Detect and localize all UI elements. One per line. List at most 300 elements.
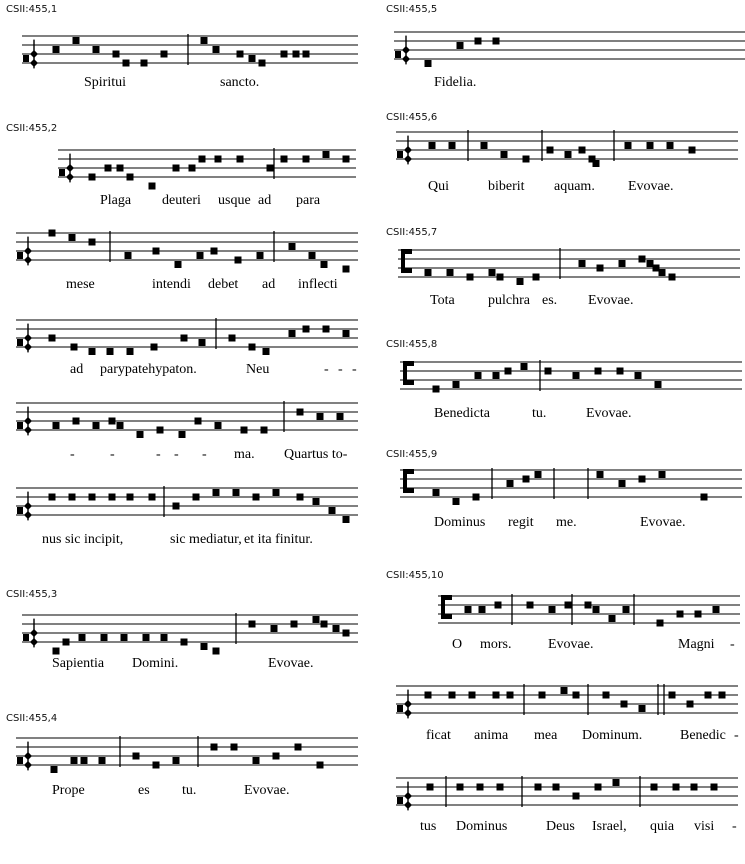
chant-staff xyxy=(396,676,738,723)
example-label: CSII:455,2 xyxy=(6,123,58,134)
lyric-syllable: mea xyxy=(534,728,558,743)
neume-note xyxy=(173,503,180,510)
neume-note xyxy=(535,471,542,478)
neume-note xyxy=(593,160,600,167)
lyric-syllable: quia xyxy=(650,819,675,834)
chant-staff xyxy=(58,140,356,187)
lyric-syllable: pulchra xyxy=(488,293,530,308)
neume-note xyxy=(249,344,256,351)
lyric-syllable: es. xyxy=(542,293,558,308)
neume-note xyxy=(429,142,436,149)
neume-note xyxy=(69,234,76,241)
neume-note xyxy=(49,494,56,501)
neume-note xyxy=(493,692,500,699)
lyric-syllable: es xyxy=(138,783,150,798)
lyric-syllable: Israel, xyxy=(592,819,627,834)
chant-staff xyxy=(16,728,358,775)
neume-note xyxy=(719,692,726,699)
neume-note xyxy=(579,260,586,267)
c-clef-icon xyxy=(441,595,452,619)
neume-note xyxy=(453,498,460,505)
neume-note xyxy=(281,156,288,163)
neume-note xyxy=(489,269,496,276)
neume-note xyxy=(297,409,304,416)
neume-note xyxy=(579,147,586,154)
lyric-syllable: Fidelia. xyxy=(434,75,477,90)
neume-note xyxy=(687,701,694,708)
neume-note xyxy=(477,784,484,791)
neume-note xyxy=(317,413,324,420)
neume-note xyxy=(237,156,244,163)
lyric-syllable: - xyxy=(352,362,357,377)
neume-note xyxy=(573,692,580,699)
neume-note xyxy=(143,634,150,641)
neume-note xyxy=(173,757,180,764)
lyric-syllable: tu. xyxy=(182,783,197,798)
neume-note xyxy=(175,261,182,268)
neume-note xyxy=(257,252,264,259)
neume-note xyxy=(113,51,120,58)
neume-note xyxy=(659,471,666,478)
neume-note xyxy=(535,784,542,791)
chant-staff xyxy=(16,223,358,270)
neume-note xyxy=(565,151,572,158)
neume-note xyxy=(137,431,144,438)
neume-note xyxy=(619,480,626,487)
lyric-syllable: - xyxy=(70,447,75,462)
neume-note xyxy=(553,784,560,791)
neume-note xyxy=(481,142,488,149)
lyric-syllable: sancto. xyxy=(220,75,260,90)
neume-note xyxy=(651,784,658,791)
neume-note xyxy=(93,46,100,53)
lyric-syllable: aquam. xyxy=(554,179,595,194)
lyric-syllable: Evovae. xyxy=(586,406,632,421)
lyric-syllable: Prope xyxy=(52,783,85,798)
neume-note xyxy=(639,476,646,483)
neume-note xyxy=(71,757,78,764)
lyric-syllable: tu. xyxy=(532,406,547,421)
neume-note xyxy=(493,372,500,379)
neume-note xyxy=(101,634,108,641)
neume-note xyxy=(495,602,502,609)
neume-note xyxy=(619,260,626,267)
neume-note xyxy=(597,265,604,272)
lyric-syllable: Evovae. xyxy=(548,637,594,652)
neume-note xyxy=(497,784,504,791)
chant-staff xyxy=(398,240,740,287)
neume-note xyxy=(215,422,222,429)
neume-note xyxy=(161,634,168,641)
lyric-syllable: intendi xyxy=(152,277,191,292)
neume-note xyxy=(337,413,344,420)
neume-note xyxy=(595,368,602,375)
neume-note xyxy=(297,494,304,501)
neume-note xyxy=(523,476,530,483)
neume-note xyxy=(189,165,196,172)
neume-note xyxy=(259,60,266,67)
lyric-syllable: Evovae. xyxy=(244,783,290,798)
neume-note xyxy=(249,55,256,62)
lyric-syllable: inflecti xyxy=(298,277,338,292)
c-clef-icon xyxy=(403,469,414,493)
neume-note xyxy=(521,363,528,370)
neume-note xyxy=(329,507,336,514)
neume-note xyxy=(433,489,440,496)
neume-note xyxy=(213,648,220,655)
neume-note xyxy=(545,368,552,375)
lyric-syllable: usque xyxy=(218,193,251,208)
neume-note xyxy=(343,516,350,523)
neume-note xyxy=(213,46,220,53)
chant-staff xyxy=(400,352,742,399)
chant-staff xyxy=(16,393,358,440)
neume-note xyxy=(527,602,534,609)
lyric-syllable: Sapientia xyxy=(52,656,105,671)
lyric-syllable: para xyxy=(296,193,321,208)
neume-note xyxy=(457,784,464,791)
lyric-syllable: mese xyxy=(66,277,95,292)
neume-note xyxy=(173,165,180,172)
neume-note xyxy=(249,621,256,628)
neume-note xyxy=(673,784,680,791)
lyric-syllable: - xyxy=(174,447,179,462)
lyric-syllable: Spiritui xyxy=(84,75,127,90)
lyric-syllable: parypatehypaton. xyxy=(100,362,197,377)
neume-note xyxy=(107,348,114,355)
neume-note xyxy=(333,625,340,632)
neume-note xyxy=(213,489,220,496)
lyric-syllable: Neu xyxy=(246,362,270,377)
lyric-syllable: - xyxy=(730,637,735,652)
neume-note xyxy=(667,142,674,149)
neume-note xyxy=(603,692,610,699)
neume-note xyxy=(547,147,554,154)
lyric-syllable: Benedic xyxy=(680,728,726,743)
neume-note xyxy=(609,615,616,622)
neume-note xyxy=(465,606,472,613)
neume-note xyxy=(533,274,540,281)
neume-note xyxy=(133,753,140,760)
neume-note xyxy=(647,142,654,149)
neume-note xyxy=(497,274,504,281)
neume-note xyxy=(195,418,202,425)
lyric-syllable: Evovae. xyxy=(268,656,314,671)
neume-note xyxy=(181,335,188,342)
neume-note xyxy=(427,784,434,791)
lyric-syllable: Tota xyxy=(430,293,455,308)
neume-note xyxy=(73,37,80,44)
lyric-syllable: ficat xyxy=(426,728,451,743)
neume-note xyxy=(215,156,222,163)
lyric-syllable: anima xyxy=(474,728,509,743)
neume-note xyxy=(475,38,482,45)
example-label: CSII:455,8 xyxy=(386,339,438,350)
neume-note xyxy=(263,348,270,355)
example-label: CSII:455,3 xyxy=(6,589,58,600)
lyric-syllable: debet xyxy=(208,277,239,292)
neume-note xyxy=(211,248,218,255)
neume-note xyxy=(343,156,350,163)
neume-note xyxy=(273,753,280,760)
neume-note xyxy=(711,784,718,791)
neume-note xyxy=(161,51,168,58)
neume-note xyxy=(303,326,310,333)
neume-note xyxy=(539,692,546,699)
neume-note xyxy=(573,793,580,800)
c-clef-icon xyxy=(401,249,412,273)
lyric-syllable: - xyxy=(324,362,329,377)
example-label: CSII:455,6 xyxy=(386,112,438,123)
lyric-syllable: - xyxy=(338,362,343,377)
neume-note xyxy=(117,165,124,172)
neume-note xyxy=(63,639,70,646)
neume-note xyxy=(235,257,242,264)
neume-note xyxy=(621,701,628,708)
neume-note xyxy=(561,687,568,694)
neume-note xyxy=(105,165,112,172)
lyric-syllable: Evovae. xyxy=(640,515,686,530)
neume-note xyxy=(617,368,624,375)
neume-note xyxy=(151,344,158,351)
neume-note xyxy=(267,165,274,172)
neume-note xyxy=(689,147,696,154)
neume-note xyxy=(231,744,238,751)
neume-note xyxy=(293,51,300,58)
neume-note xyxy=(453,381,460,388)
neume-note xyxy=(493,38,500,45)
neume-note xyxy=(639,705,646,712)
neume-note xyxy=(457,42,464,49)
neume-note xyxy=(211,744,218,751)
neume-note xyxy=(479,606,486,613)
lyric-syllable: deuteri xyxy=(162,193,201,208)
neume-note xyxy=(565,602,572,609)
neume-note xyxy=(501,151,508,158)
neume-note xyxy=(447,269,454,276)
neume-note xyxy=(127,174,134,181)
neume-note xyxy=(201,37,208,44)
chant-staff xyxy=(16,478,358,525)
lyric-syllable: - xyxy=(732,819,737,834)
neume-note xyxy=(291,621,298,628)
neume-note xyxy=(69,494,76,501)
neume-note xyxy=(517,278,524,285)
neume-note xyxy=(93,422,100,429)
chant-staff xyxy=(438,586,740,633)
neume-note xyxy=(323,151,330,158)
chant-staff xyxy=(22,26,358,73)
neume-note xyxy=(199,339,206,346)
example-label: CSII:455,4 xyxy=(6,713,58,724)
neume-note xyxy=(199,156,206,163)
lyric-syllable: Dominus xyxy=(456,819,508,834)
neume-note xyxy=(157,427,164,434)
neume-note xyxy=(659,269,666,276)
neume-note xyxy=(449,142,456,149)
neume-note xyxy=(635,372,642,379)
lyric-syllable: - xyxy=(110,447,115,462)
neume-note xyxy=(271,625,278,632)
neume-note xyxy=(123,60,130,67)
neume-note xyxy=(469,692,476,699)
neume-note xyxy=(309,252,316,259)
neume-note xyxy=(73,418,80,425)
neume-note xyxy=(473,494,480,501)
chant-staff xyxy=(396,122,738,169)
neume-note xyxy=(127,494,134,501)
neume-note xyxy=(109,418,116,425)
lyric-syllable: Benedicta xyxy=(434,406,490,421)
neume-note xyxy=(125,252,132,259)
lyric-syllable: tus xyxy=(420,819,437,834)
example-label: CSII:455,1 xyxy=(6,4,58,15)
neume-note xyxy=(51,766,58,773)
lyric-syllable: Domini. xyxy=(132,656,179,671)
neume-note xyxy=(623,606,630,613)
neume-note xyxy=(625,142,632,149)
neume-note xyxy=(677,611,684,618)
neume-note xyxy=(313,498,320,505)
neume-note xyxy=(669,692,676,699)
neume-note xyxy=(691,784,698,791)
neume-note xyxy=(323,326,330,333)
neume-note xyxy=(149,494,156,501)
lyric-syllable: Plaga xyxy=(100,193,132,208)
neume-note xyxy=(695,611,702,618)
lyric-syllable: Deus xyxy=(546,819,575,834)
neume-note xyxy=(253,494,260,501)
lyric-syllable: - xyxy=(734,728,739,743)
neume-note xyxy=(109,494,116,501)
neume-note xyxy=(317,762,324,769)
neume-note xyxy=(71,344,78,351)
neume-note xyxy=(505,368,512,375)
neume-note xyxy=(467,274,474,281)
neume-note xyxy=(229,335,236,342)
neume-note xyxy=(713,606,720,613)
c-clef-icon xyxy=(403,361,414,385)
lyric-syllable: et ita finitur. xyxy=(244,532,313,547)
neume-note xyxy=(89,174,96,181)
neume-note xyxy=(655,381,662,388)
lyric-syllable: O xyxy=(452,637,463,652)
chant-staff xyxy=(16,310,358,357)
lyric-syllable: mors. xyxy=(480,637,512,652)
neume-note xyxy=(149,183,156,190)
neume-note xyxy=(49,335,56,342)
neume-note xyxy=(153,248,160,255)
neume-note xyxy=(647,260,654,267)
neume-note xyxy=(81,757,88,764)
neume-note xyxy=(121,634,128,641)
neume-note xyxy=(261,427,268,434)
lyric-syllable: Dominum. xyxy=(582,728,643,743)
lyric-syllable: Evovae. xyxy=(628,179,674,194)
example-label: CSII:455,9 xyxy=(386,449,438,460)
neume-note xyxy=(273,489,280,496)
chant-staff xyxy=(394,22,745,69)
neume-note xyxy=(573,372,580,379)
lyric-syllable: - xyxy=(202,447,207,462)
neume-note xyxy=(705,692,712,699)
lyric-syllable: ma. xyxy=(234,447,255,462)
neume-note xyxy=(303,51,310,58)
neume-note xyxy=(653,265,660,272)
neume-note xyxy=(343,630,350,637)
chant-staff xyxy=(22,605,358,652)
lyric-syllable: regit xyxy=(508,515,534,530)
lyric-syllable: visi xyxy=(694,819,715,834)
chant-staff xyxy=(400,460,742,507)
neume-note xyxy=(613,779,620,786)
lyric-syllable: ad xyxy=(258,193,272,208)
neume-note xyxy=(289,243,296,250)
neume-note xyxy=(241,427,248,434)
lyric-syllable: - xyxy=(156,447,161,462)
neume-note xyxy=(303,156,310,163)
neume-note xyxy=(523,156,530,163)
lyric-syllable: ad xyxy=(262,277,276,292)
neume-note xyxy=(313,616,320,623)
neume-note xyxy=(425,269,432,276)
lyric-syllable: Dominus xyxy=(434,515,486,530)
neume-note xyxy=(321,261,328,268)
neume-note xyxy=(197,252,204,259)
neume-note xyxy=(701,494,708,501)
lyric-syllable: nus sic incipit, xyxy=(42,532,124,547)
neume-note xyxy=(475,372,482,379)
neume-note xyxy=(117,422,124,429)
neume-note xyxy=(53,648,60,655)
neume-note xyxy=(153,762,160,769)
neume-note xyxy=(253,757,260,764)
neume-note xyxy=(89,239,96,246)
neume-note xyxy=(593,606,600,613)
lyric-syllable: Qui xyxy=(428,179,449,194)
neume-note xyxy=(295,744,302,751)
neume-note xyxy=(449,692,456,699)
neume-note xyxy=(585,602,592,609)
neume-note xyxy=(89,494,96,501)
neume-note xyxy=(49,230,56,237)
neume-note xyxy=(193,494,200,501)
example-label: CSII:455,10 xyxy=(386,570,444,581)
neume-note xyxy=(141,60,148,67)
neume-note xyxy=(179,431,186,438)
neume-note xyxy=(281,51,288,58)
neume-note xyxy=(99,757,106,764)
neume-note xyxy=(201,643,208,650)
neume-note xyxy=(507,692,514,699)
lyric-syllable: sic mediatur, xyxy=(170,532,242,547)
lyric-syllable: biberit xyxy=(488,179,525,194)
neume-note xyxy=(657,620,664,627)
neume-note xyxy=(53,422,60,429)
neume-note xyxy=(595,784,602,791)
lyric-syllable: Quartus to- xyxy=(284,447,348,462)
neume-note xyxy=(507,480,514,487)
neume-note xyxy=(597,471,604,478)
neume-note xyxy=(343,330,350,337)
lyric-syllable: me. xyxy=(556,515,577,530)
neume-note xyxy=(669,274,676,281)
example-label: CSII:455,5 xyxy=(386,4,438,15)
neume-note xyxy=(549,606,556,613)
lyric-syllable: Evovae. xyxy=(588,293,634,308)
neume-note xyxy=(425,60,432,67)
neume-note xyxy=(321,621,328,628)
